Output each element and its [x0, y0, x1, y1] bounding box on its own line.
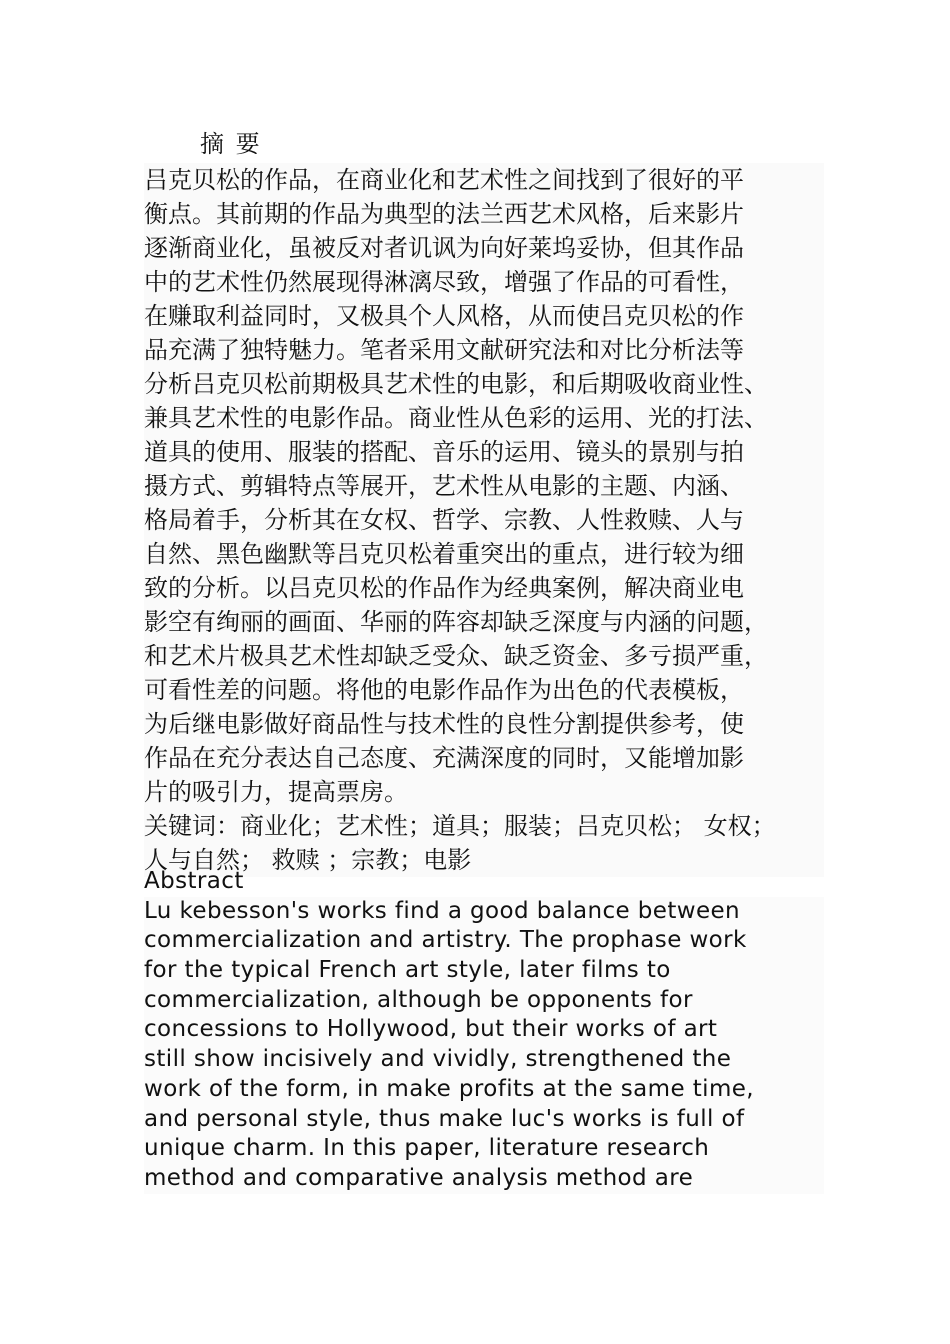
abstract-en-line: and personal style, thus make luc's works is full of — [144, 1105, 824, 1135]
abstract-zh-line: 中的艺术性仍然展现得淋漓尽致，增强了作品的可看性， — [144, 265, 824, 299]
abstract-en-heading: Abstract — [144, 868, 244, 894]
abstract-zh-body — [144, 163, 824, 877]
abstract-en-line: commercialization and artistry. The prophase work — [144, 926, 824, 956]
abstract-zh-line: 为后继电影做好商品性与技术性的良性分割提供参考，使 — [144, 707, 824, 741]
abstract-en-line: concessions to Hollywood, but their works of art — [144, 1015, 824, 1045]
abstract-zh-heading: 摘 要 — [200, 130, 262, 158]
abstract-en-body — [144, 867, 824, 1194]
abstract-zh-line: 逐渐商业化，虽被反对者讥讽为向好莱坞妥协，但其作品 — [144, 231, 824, 265]
abstract-en-line: work of the form, in make profits at the same time, — [144, 1075, 824, 1105]
abstract-zh-line: 自然、黑色幽默等吕克贝松着重突出的重点，进行较为细 — [144, 537, 824, 571]
abstract-zh-line: 影空有绚丽的画面、华丽的阵容却缺乏深度与内涵的问题， — [144, 605, 824, 639]
abstract-zh-line: 吕克贝松的作品，在商业化和艺术性之间找到了很好的平 — [144, 163, 824, 197]
abstract-zh-line: 和艺术片极具艺术性却缺乏受众、缺乏资金、多亏损严重， — [144, 639, 824, 673]
abstract-zh-line: 致的分析。以吕克贝松的作品作为经典案例，解决商业电 — [144, 571, 824, 605]
abstract-zh-line: 品充满了独特魅力。笔者采用文献研究法和对比分析法等 — [144, 333, 824, 367]
abstract-en-line: still show incisively and vividly, strengthened the — [144, 1045, 824, 1075]
abstract-en-line: Lu kebesson's works find a good balance between — [144, 897, 824, 927]
abstract-en-line: commercialization, although be opponents for — [144, 986, 824, 1016]
abstract-en-line: for the typical French art style, later films to — [144, 956, 824, 986]
abstract-zh-line: 分析吕克贝松前期极具艺术性的电影，和后期吸收商业性、 — [144, 367, 824, 401]
abstract-zh-line: 衡点。其前期的作品为典型的法兰西艺术风格，后来影片 — [144, 197, 824, 231]
abstract-zh-line: 在赚取利益同时，又极具个人风格，从而使吕克贝松的作 — [144, 299, 824, 333]
abstract-zh-line: 片的吸引力，提高票房。 — [144, 775, 824, 809]
abstract-zh-line: 可看性差的问题。将他的电影作品作为出色的代表模板， — [144, 673, 824, 707]
keywords-line: 关键词：商业化；艺术性；道具；服装；吕克贝松； 女权； — [144, 809, 824, 843]
abstract-zh-line: 兼具艺术性的电影作品。商业性从色彩的运用、光的打法、 — [144, 401, 824, 435]
abstract-en-line: unique charm. In this paper, literature research — [144, 1134, 824, 1164]
keywords-line: 人与自然； 救赎 ；宗教；电影 — [144, 843, 824, 877]
abstract-en-line: method and comparative analysis method are — [144, 1164, 824, 1194]
abstract-zh-line: 道具的使用、服装的搭配、音乐的运用、镜头的景别与拍 — [144, 435, 824, 469]
abstract-zh-line: 作品在充分表达自己态度、充满深度的同时，又能增加影 — [144, 741, 824, 775]
abstract-zh-line: 格局着手，分析其在女权、哲学、宗教、人性救赎、人与 — [144, 503, 824, 537]
abstract-zh-line: 摄方式、剪辑特点等展开，艺术性从电影的主题、内涵、 — [144, 469, 824, 503]
